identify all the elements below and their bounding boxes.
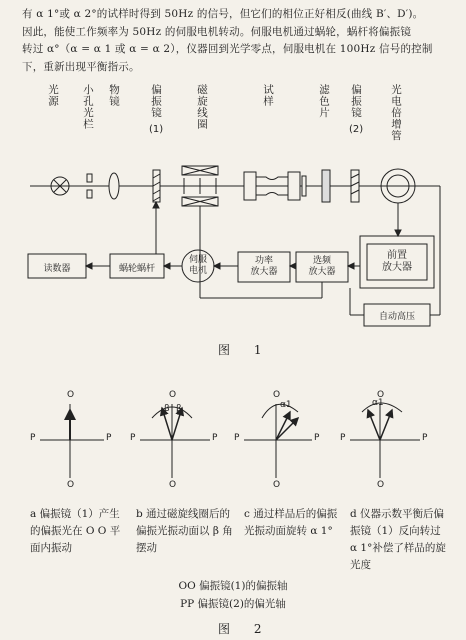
label-polarizer-1: 偏振镜	[150, 84, 162, 119]
panel-a-o-top: O	[67, 390, 75, 400]
label-pinhole: 小孔光栏	[82, 84, 94, 130]
panel-c-p-right: P	[314, 433, 320, 443]
panel-d-o-top: O	[377, 390, 385, 400]
intro-line: 有 α 1°或 α 2°的试样时得到 50Hz 的信号，但它们的相位正好相反(曲线 B′、D′)。	[22, 8, 424, 20]
panel-c-o-top: O	[273, 390, 281, 400]
label-polarizer-2-num: (2)	[349, 124, 364, 135]
panel-c-description: c 通过样品后的偏振光振动面旋转 α 1°	[244, 508, 338, 537]
servo-motor-label: 伺服 电机	[188, 255, 207, 276]
figure-1-caption: 图 1	[218, 343, 272, 357]
figure-2-caption: 图 2	[218, 622, 272, 636]
label-filter: 滤色片	[318, 84, 330, 119]
panel-b-description: b 通过磁旋线圈后的偏振光振动面以 β 角摆动	[136, 508, 233, 554]
legend-oo: OO 偏振镜(1)的偏振轴	[178, 580, 288, 592]
panel-d-p-right: P	[422, 433, 428, 443]
preamp-label: 前置 放大器	[382, 250, 412, 273]
panel-b-o-top: O	[169, 390, 177, 400]
panel-b-p-left: P	[130, 433, 136, 443]
panel-d-description: d 仪器示数平衡后偏振镜（1）反向转过 α 1°补偿了样品的旋光度	[350, 508, 446, 571]
power-amp-label: 功率 放大器	[250, 256, 278, 277]
label-pmt: 光电倍增管	[390, 84, 402, 142]
panel-b-beta-left: β	[164, 404, 170, 414]
panel-a-p-right: P	[106, 433, 112, 443]
panel-b-p-right: P	[212, 433, 218, 443]
intro-line: 转过 α°（α = α 1 或 α = α 2），仪器回到光学零点，伺服电机在 100Hz 信号的控制	[22, 43, 433, 55]
worm-gear-label: 蜗轮蜗杆	[118, 264, 155, 274]
hv-label: 自动高压	[378, 312, 415, 322]
panel-a-p-left: P	[30, 433, 36, 443]
reader-label: 读数器	[43, 264, 71, 274]
intro-line: 下，重新出现平衡指示。	[22, 60, 140, 73]
panel-d-p-left: P	[340, 433, 346, 443]
panel-c-p-left: P	[234, 433, 240, 443]
panel-b-beta-right: β	[176, 404, 182, 414]
panel-c-o-bottom: O	[273, 480, 281, 490]
label-sample: 试样	[262, 84, 274, 107]
label-magneto-coil: 磁旋线圈	[196, 84, 208, 130]
panel-a-o-bottom: O	[67, 480, 75, 490]
panel-d-alpha: α1	[372, 398, 384, 408]
label-polarizer-1-num: (1)	[149, 124, 164, 135]
label-objective: 物镜	[108, 84, 120, 107]
panel-d-o-bottom: O	[377, 480, 385, 490]
legend-pp: PP 偏振镜(2)的偏光轴	[180, 598, 286, 610]
intro-line: 因此，能使工作频率为 50Hz 的伺服电机转动。伺服电机通过蜗轮，蜗杆将偏振镜	[22, 25, 412, 38]
panel-a-description: a 偏振镜（1）产生的偏振光在 O O 平面内振动	[30, 508, 121, 554]
label-polarizer-2: 偏振镜	[350, 84, 362, 119]
select-amp-label: 选频 放大器	[308, 256, 336, 277]
panel-b-o-bottom: O	[169, 480, 177, 490]
panel-c-alpha: α1	[280, 400, 292, 410]
label-light-source: 光源	[47, 84, 59, 107]
